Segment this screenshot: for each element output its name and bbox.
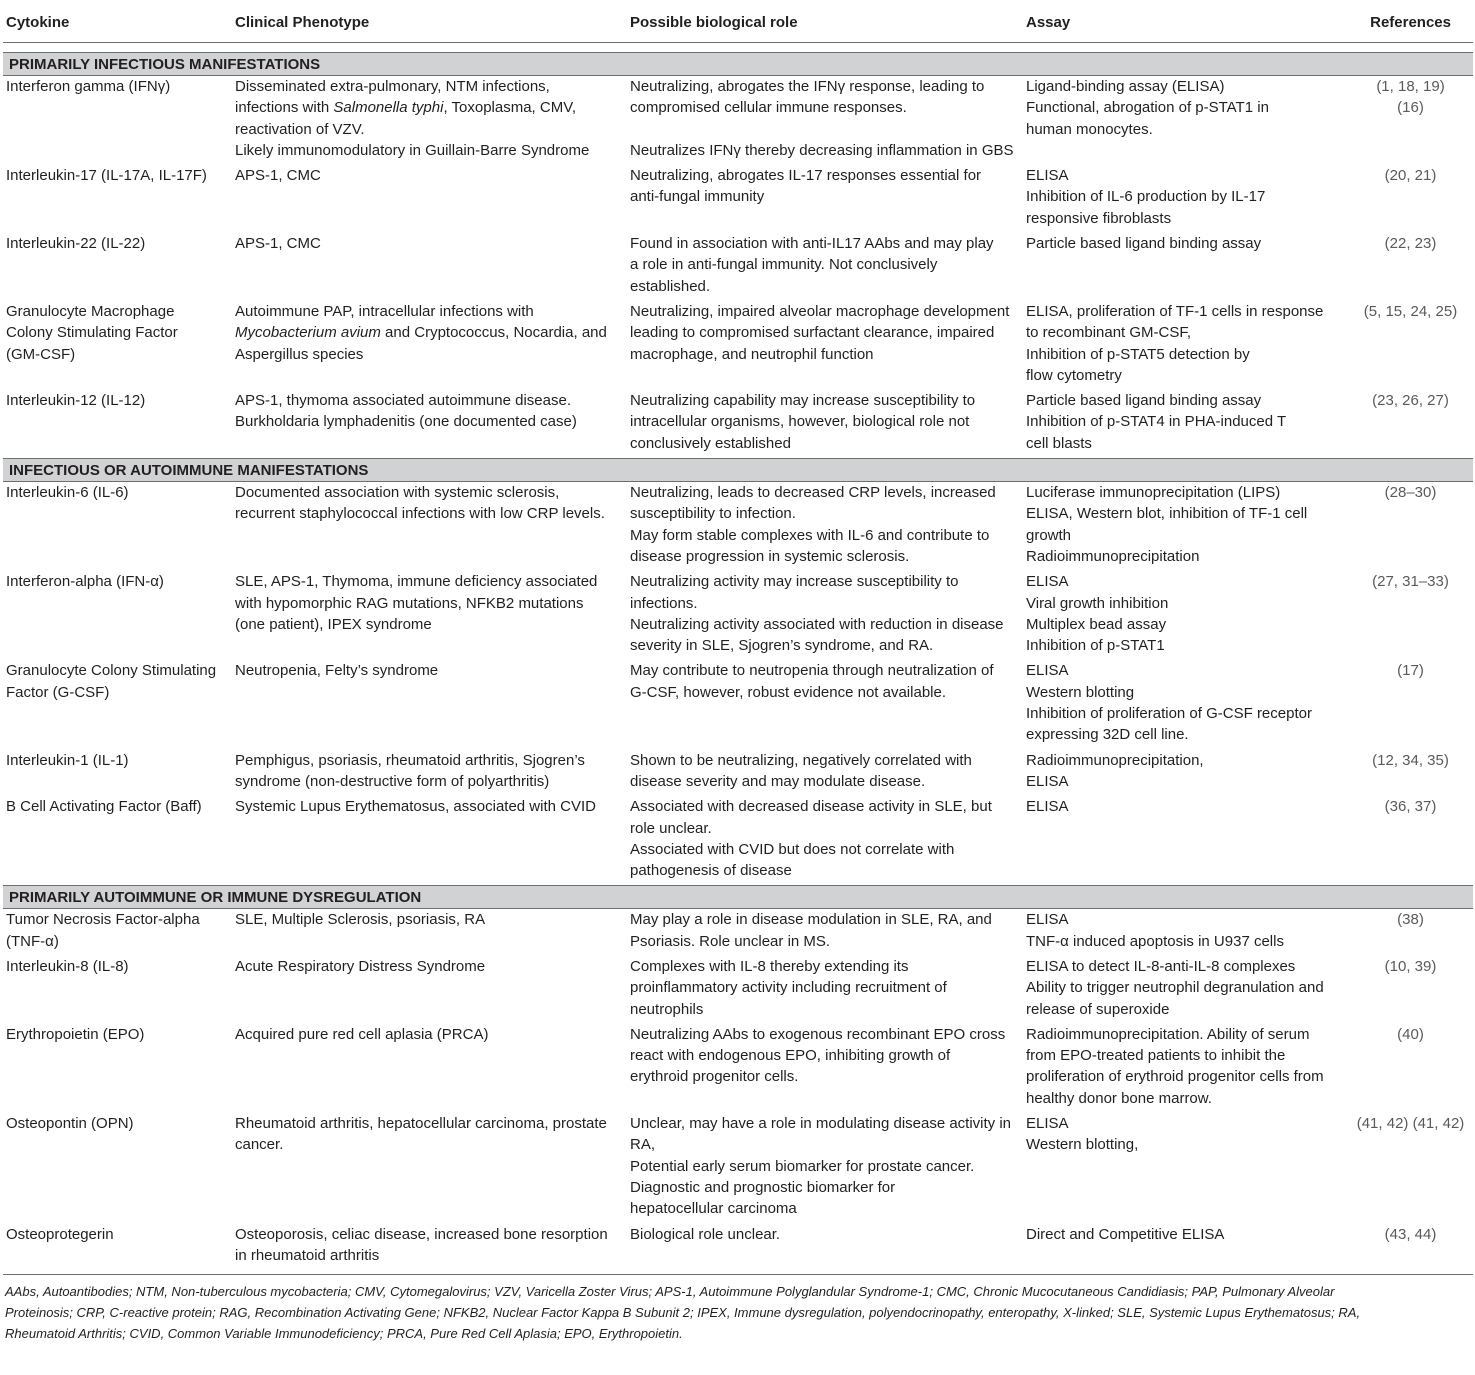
cytokine-cell bbox=[3, 1024, 232, 1113]
cytokine-cell bbox=[3, 1224, 232, 1275]
cell-line: Neutralizing, leads to decreased CRP levels, increased bbox=[630, 484, 996, 502]
section-header-row bbox=[3, 53, 1473, 76]
cell-line: expressing 32D cell line. bbox=[1026, 726, 1189, 744]
table-row bbox=[3, 956, 1473, 1024]
cell-line: Osteopontin (OPN) bbox=[6, 1115, 134, 1133]
cell-line: Neutralizing, impaired alveolar macrophage development bbox=[630, 302, 1010, 320]
cell-line: Disseminated extra-pulmonary, NTM infections, bbox=[235, 78, 550, 95]
phenotype-cell bbox=[232, 956, 627, 1024]
references-cell bbox=[1348, 909, 1473, 956]
phenotype-cell bbox=[232, 301, 627, 390]
header-cytokine: Cytokine bbox=[3, 0, 232, 43]
cell-line: conclusively established bbox=[630, 434, 791, 452]
cell-line: Luciferase immunoprecipitation (LIPS) bbox=[1026, 484, 1281, 502]
cell-line: in rheumatoid arthritis bbox=[235, 1246, 380, 1264]
cell-line: (38) bbox=[1397, 911, 1424, 929]
cell-line: Neutralizing capability may increase susceptibility to bbox=[630, 392, 976, 410]
cell-line: Interleukin-1 (IL-1) bbox=[6, 751, 129, 769]
cell-line: Likely immunomodulatory in Guillain-Barre Syndrome bbox=[235, 141, 590, 159]
cell-line: SLE, Multiple Sclerosis, psoriasis, RA bbox=[235, 911, 486, 929]
assay-cell bbox=[1023, 233, 1348, 301]
header-assay: Assay bbox=[1023, 0, 1348, 43]
cell-line: May play a role in disease modulation in SLE, RA, and bbox=[630, 911, 992, 929]
cell-line: growth bbox=[1026, 526, 1072, 544]
role-cell bbox=[627, 1224, 1023, 1275]
phenotype-cell bbox=[232, 165, 627, 233]
phenotype-cell bbox=[232, 909, 627, 956]
cell-line: Ligand-binding assay (ELISA) bbox=[1026, 78, 1225, 95]
cell-line: recurrent staphylococcal infections with low CRP levels. bbox=[235, 505, 605, 523]
footnote-line: Rheumatoid Arthritis; CVID, Common Variable Immunodeficiency; PRCA, Pure Red Cell Aplasia; EPO, Erythropoietin. bbox=[5, 1326, 683, 1342]
cell-line: susceptibility to infection. bbox=[630, 505, 796, 523]
references-cell bbox=[1348, 390, 1473, 458]
cell-line: ELISA to detect IL-8-anti-IL-8 complexes bbox=[1026, 957, 1296, 975]
section-header-row bbox=[3, 886, 1473, 909]
cell-line: erythroid progenitor cells. bbox=[630, 1068, 799, 1086]
cell-line: Neutropenia, Felty’s syndrome bbox=[235, 662, 439, 680]
references-cell bbox=[1348, 482, 1473, 572]
cell-line: (41, 42) (41, 42) bbox=[1356, 1115, 1465, 1133]
cell-line: Aspergillus species bbox=[235, 345, 364, 363]
cell-line: release of superoxide bbox=[1026, 1000, 1170, 1018]
cell-line: flow cytometry bbox=[1026, 366, 1122, 384]
phenotype-cell bbox=[232, 571, 627, 660]
cell-line: Found in association with anti-IL17 AAbs and may play bbox=[630, 235, 994, 253]
footnote-line: Proteinosis; CRP, C-reactive protein; RAG, Recombination Activating Gene; NFKB2, Nuclear Factor Kappa B Subunit 2; IPEX, Immune dysregulation, polyendocrinopathy, enteropathy, X-linked; SLE, Systemic Lupus Erythematosus; RA, bbox=[5, 1305, 1361, 1321]
phenotype-cell bbox=[232, 1224, 627, 1275]
cytokine-cell bbox=[3, 660, 232, 749]
assay-cell bbox=[1023, 956, 1348, 1024]
cell-line: Ability to trigger neutrophil degranulation and bbox=[1026, 979, 1324, 997]
role-cell bbox=[627, 909, 1023, 956]
cytokine-cell bbox=[3, 571, 232, 660]
cytokine-cell bbox=[3, 165, 232, 233]
assay-cell bbox=[1023, 571, 1348, 660]
phenotype-cell bbox=[232, 482, 627, 572]
cell-line: Inhibition of p-STAT1 bbox=[1026, 637, 1165, 655]
role-cell bbox=[627, 482, 1023, 572]
assay-cell bbox=[1023, 301, 1348, 390]
table-row bbox=[3, 1024, 1473, 1113]
cytokine-cell bbox=[3, 909, 232, 956]
header-biological-role: Possible biological role bbox=[627, 0, 1023, 43]
references-cell bbox=[1348, 76, 1473, 166]
cell-line: Viral growth inhibition bbox=[1026, 594, 1169, 612]
cell-line: APS-1, CMC bbox=[235, 167, 321, 185]
cell-line: RA, bbox=[630, 1136, 656, 1154]
cell-line: Radioimmunoprecipitation, bbox=[1026, 751, 1204, 769]
cell-line: Documented association with systemic sclerosis, bbox=[235, 484, 560, 502]
cytokine-cell bbox=[3, 956, 232, 1024]
cell-line: Interleukin-6 (IL-6) bbox=[6, 484, 129, 502]
cell-line: (10, 39) bbox=[1384, 957, 1437, 975]
cell-line: Inhibition of p-STAT5 detection by bbox=[1026, 345, 1250, 363]
cell-line: Erythropoietin (EPO) bbox=[6, 1025, 145, 1043]
cell-line: Osteoporosis, celiac disease, increased bone resorption bbox=[235, 1225, 608, 1243]
assay-cell bbox=[1023, 390, 1348, 458]
role-cell bbox=[627, 390, 1023, 458]
phenotype-cell bbox=[232, 1024, 627, 1113]
cell-line: (23, 26, 27) bbox=[1372, 392, 1449, 410]
cell-line: from EPO-treated patients to inhibit the bbox=[1026, 1047, 1286, 1065]
cell-line: May form stable complexes with IL-6 and contribute to bbox=[630, 526, 990, 544]
cell-line: SLE, APS-1, Thymoma, immune deficiency associated bbox=[235, 573, 598, 591]
cell-line: ELISA bbox=[1026, 798, 1069, 816]
cell-line: Unclear, may have a role in modulating disease activity in bbox=[630, 1115, 1012, 1133]
table-row bbox=[3, 301, 1473, 390]
cytokine-cell bbox=[3, 482, 232, 572]
cell-line: Interleukin-17 (IL-17A, IL-17F) bbox=[6, 167, 207, 185]
role-cell bbox=[627, 571, 1023, 660]
cytokine-cell bbox=[3, 1113, 232, 1223]
cytokine-cell bbox=[3, 301, 232, 390]
cell-line: (27, 31–33) bbox=[1372, 573, 1449, 591]
cell-line: neutrophils bbox=[630, 1000, 704, 1018]
phenotype-cell bbox=[232, 76, 627, 166]
role-cell bbox=[627, 660, 1023, 749]
table-row bbox=[3, 233, 1473, 301]
assay-cell bbox=[1023, 76, 1348, 166]
cell-line: (40) bbox=[1397, 1025, 1424, 1043]
section-title: PRIMARILY INFECTIOUS MANIFESTATIONS bbox=[3, 53, 1473, 76]
table-row bbox=[3, 1224, 1473, 1275]
cell-line: ELISA bbox=[1026, 662, 1069, 680]
cell-line: reactivation of VZV. bbox=[235, 120, 365, 138]
footnote-line: AAbs, Autoantibodies; NTM, Non-tuberculous mycobacteria; CMV, Cytomegalovirus; VZV, Varicella Zoster Virus; APS-1, Autoimmune Polyglandular Syndrome-1; CMC, Chronic Mucocutaneous Candidiasis; PAP, Pulmonary Alveolar bbox=[5, 1284, 1335, 1300]
table-row bbox=[3, 165, 1473, 233]
cell-line: role unclear. bbox=[630, 819, 712, 837]
cell-line: Functional, abrogation of p-STAT1 in bbox=[1026, 99, 1269, 117]
cell-line: Interleukin-12 (IL-12) bbox=[6, 392, 146, 410]
role-cell bbox=[627, 1113, 1023, 1223]
phenotype-cell bbox=[232, 796, 627, 886]
role-cell bbox=[627, 76, 1023, 166]
cell-line: proinflammatory activity including recruitment of bbox=[630, 979, 947, 997]
cell-line: (28–30) bbox=[1384, 484, 1437, 502]
cell-line: Tumor Necrosis Factor-alpha bbox=[6, 911, 200, 929]
cell-line: cell blasts bbox=[1026, 434, 1092, 452]
cell-line: leading to compromised surfactant clearance, impaired bbox=[630, 324, 995, 342]
section-title: PRIMARILY AUTOIMMUNE OR IMMUNE DYSREGULATION bbox=[3, 886, 1473, 909]
references-cell bbox=[1348, 233, 1473, 301]
cytokine-cell bbox=[3, 233, 232, 301]
phenotype-cell bbox=[232, 660, 627, 749]
cell-line: Biological role unclear. bbox=[630, 1225, 781, 1243]
cell-line: (12, 34, 35) bbox=[1372, 751, 1449, 769]
cell-line: anti-fungal immunity bbox=[630, 188, 765, 206]
cell-line: Potential early serum biomarker for prostate cancer. bbox=[630, 1157, 975, 1175]
cell-line: Factor (G-CSF) bbox=[6, 683, 110, 701]
table-header bbox=[3, 0, 1473, 43]
cell-line: Particle based ligand binding assay bbox=[1026, 392, 1262, 410]
cell-line: infections. bbox=[630, 594, 698, 612]
table-row bbox=[3, 909, 1473, 956]
role-cell bbox=[627, 1024, 1023, 1113]
references-cell bbox=[1348, 301, 1473, 390]
assay-cell bbox=[1023, 660, 1348, 749]
cell-line: Neutralizing activity associated with reduction in disease bbox=[630, 615, 1004, 633]
cell-line: intracellular organisms, however, biological role not bbox=[630, 413, 970, 431]
references-cell bbox=[1348, 1113, 1473, 1223]
assay-cell bbox=[1023, 750, 1348, 797]
assay-cell bbox=[1023, 165, 1348, 233]
cell-line: B Cell Activating Factor (Baff) bbox=[6, 798, 202, 816]
cytokine-cell bbox=[3, 390, 232, 458]
table-row bbox=[3, 1113, 1473, 1223]
cell-line: ELISA, Western blot, inhibition of TF-1 cell bbox=[1026, 505, 1308, 523]
cell-line: Neutralizing activity may increase susceptibility to bbox=[630, 573, 959, 591]
cell-line: Neutralizing AAbs to exogenous recombinant EPO cross bbox=[630, 1025, 1006, 1043]
cell-line: Systemic Lupus Erythematosus, associated with CVID bbox=[235, 798, 596, 816]
spacer-row bbox=[3, 43, 1473, 53]
phenotype-cell bbox=[232, 390, 627, 458]
cell-line: react with endogenous EPO, inhibiting growth of bbox=[630, 1047, 951, 1065]
cell-line: Acute Respiratory Distress Syndrome bbox=[235, 957, 486, 975]
cell-line: Mycobacterium avium and Cryptococcus, Nocardia, and bbox=[235, 324, 607, 342]
cell-line: (16) bbox=[1397, 99, 1424, 117]
cell-line: ELISA, proliferation of TF-1 cells in response bbox=[1026, 302, 1324, 320]
table-row bbox=[3, 482, 1473, 572]
role-cell bbox=[627, 796, 1023, 886]
cell-line: (20, 21) bbox=[1384, 167, 1437, 185]
cell-line: APS-1, thymoma associated autoimmune disease. bbox=[235, 392, 571, 410]
cell-line: Radioimmunoprecipitation. Ability of serum bbox=[1026, 1025, 1310, 1043]
cell-line: ELISA bbox=[1026, 772, 1069, 790]
cell-line: Rheumatoid arthritis, hepatocellular carcinoma, prostate bbox=[235, 1115, 607, 1133]
assay-cell bbox=[1023, 1113, 1348, 1223]
cell-line: ELISA bbox=[1026, 573, 1069, 591]
cell-line: Burkholdaria lymphadenitis (one documented case) bbox=[235, 413, 577, 431]
cell-line: ELISA bbox=[1026, 167, 1069, 185]
table-footnote bbox=[0, 1275, 1473, 1344]
table-row bbox=[3, 796, 1473, 886]
cell-line: Granulocyte Macrophage bbox=[6, 302, 175, 320]
cell-line: (22, 23) bbox=[1384, 235, 1437, 253]
cell-line: Radioimmunoprecipitation bbox=[1026, 547, 1200, 565]
cell-line: compromised cellular immune responses. bbox=[630, 99, 907, 117]
cell-line: Associated with CVID but does not correlate with bbox=[630, 840, 955, 858]
cell-line: cancer. bbox=[235, 1136, 284, 1154]
cell-line: established. bbox=[630, 277, 711, 295]
cell-line: with hypomorphic RAG mutations, NFKB2 mutations bbox=[235, 594, 584, 612]
cell-line: Inhibition of proliferation of G-CSF receptor bbox=[1026, 705, 1312, 723]
cell-line: to recombinant GM-CSF, bbox=[1026, 324, 1192, 342]
cell-line: Colony Stimulating Factor bbox=[6, 324, 178, 342]
references-cell bbox=[1348, 1224, 1473, 1275]
cell-line: a role in anti-fungal immunity. Not conclusively bbox=[630, 256, 938, 274]
cell-line: Particle based ligand binding assay bbox=[1026, 235, 1262, 253]
cell-line: disease severity and may modulate disease. bbox=[630, 772, 926, 790]
cell-line: Interferon-alpha (IFN-α) bbox=[6, 573, 164, 591]
table-row bbox=[3, 660, 1473, 749]
phenotype-cell bbox=[232, 1113, 627, 1223]
cell-line: syndrome (non-destructive form of polyarthritis) bbox=[235, 772, 550, 790]
cell-line: ELISA bbox=[1026, 1115, 1069, 1133]
cell-line: severity in SLE, Sjogren’s syndrome, and RA. bbox=[630, 637, 934, 655]
references-cell bbox=[1348, 571, 1473, 660]
cell-line: disease progression in systemic sclerosis. bbox=[630, 547, 910, 565]
cell-line: May contribute to neutropenia through neutralization of bbox=[630, 662, 994, 680]
cell-line: Inhibition of p-STAT4 in PHA-induced T bbox=[1026, 413, 1287, 431]
cell-line: (36, 37) bbox=[1384, 798, 1437, 816]
cell-line: Osteoprotegerin bbox=[6, 1225, 114, 1243]
cell-line: Interleukin-22 (IL-22) bbox=[6, 235, 146, 253]
cell-line: Inhibition of IL-6 production by IL-17 bbox=[1026, 188, 1266, 206]
cell-line: G-CSF, however, robust evidence not available. bbox=[630, 683, 947, 701]
cell-line: pathogenesis of disease bbox=[630, 862, 792, 880]
references-cell bbox=[1348, 1024, 1473, 1113]
cell-line: healthy donor bone marrow. bbox=[1026, 1089, 1212, 1107]
role-cell bbox=[627, 750, 1023, 797]
references-cell bbox=[1348, 165, 1473, 233]
assay-cell bbox=[1023, 482, 1348, 572]
cytokine-cell bbox=[3, 76, 232, 166]
cell-line: Direct and Competitive ELISA bbox=[1026, 1225, 1225, 1243]
cell-line: Interleukin-8 (IL-8) bbox=[6, 957, 129, 975]
cell-line: Diagnostic and prognostic biomarker for bbox=[630, 1178, 896, 1196]
section-title: INFECTIOUS OR AUTOIMMUNE MANIFESTATIONS bbox=[3, 459, 1473, 482]
role-cell bbox=[627, 301, 1023, 390]
cell-line: Neutralizing, abrogates IL-17 responses essential for bbox=[630, 167, 982, 185]
references-cell bbox=[1348, 660, 1473, 749]
references-cell bbox=[1348, 956, 1473, 1024]
cell-line: macrophage, and neutrophil function bbox=[630, 345, 874, 363]
cell-line: Autoimmune PAP, intracellular infections with bbox=[235, 302, 534, 320]
cell-line: (43, 44) bbox=[1384, 1225, 1437, 1243]
cell-line: Multiplex bead assay bbox=[1026, 615, 1167, 633]
cell-line: infections with Salmonella typhi, Toxoplasma, CMV, bbox=[235, 99, 577, 117]
cell-line: human monocytes. bbox=[1026, 120, 1153, 138]
role-cell bbox=[627, 165, 1023, 233]
table-row bbox=[3, 750, 1473, 797]
cell-line: APS-1, CMC bbox=[235, 235, 321, 253]
table-row bbox=[3, 571, 1473, 660]
cell-line: TNF-α induced apoptosis in U937 cells bbox=[1026, 932, 1284, 950]
cell-line: Western blotting bbox=[1026, 683, 1135, 701]
cell-line: (GM-CSF) bbox=[6, 345, 76, 363]
assay-cell bbox=[1023, 1224, 1348, 1275]
cell-line: proliferation of erythroid progenitor cells from bbox=[1026, 1068, 1324, 1086]
cell-line: (one patient), IPEX syndrome bbox=[235, 615, 432, 633]
header-references: References bbox=[1348, 0, 1473, 43]
section-header-row bbox=[3, 459, 1473, 482]
cytokine-cell bbox=[3, 750, 232, 797]
cell-line: Shown to be neutralizing, negatively correlated with bbox=[630, 751, 972, 769]
cell-line: Neutralizing, abrogates the IFNγ response, leading to bbox=[630, 78, 985, 95]
cell-line: hepatocellular carcinoma bbox=[630, 1200, 797, 1218]
cell-line: Complexes with IL-8 thereby extending its bbox=[630, 957, 909, 975]
cell-line bbox=[630, 119, 1023, 140]
cell-line: Western blotting, bbox=[1026, 1136, 1139, 1154]
references-cell bbox=[1348, 750, 1473, 797]
cell-line: (17) bbox=[1397, 662, 1424, 680]
cell-line: ELISA bbox=[1026, 911, 1069, 929]
cell-line: Psoriasis. Role unclear in MS. bbox=[630, 932, 831, 950]
cytokine-autoantibody-table bbox=[3, 0, 1473, 1275]
cell-line: Pemphigus, psoriasis, rheumatoid arthritis, Sjogren’s bbox=[235, 751, 585, 769]
cell-line: (1, 18, 19) bbox=[1376, 78, 1445, 95]
role-cell bbox=[627, 233, 1023, 301]
table-row bbox=[3, 76, 1473, 166]
cell-line: Acquired pure red cell aplasia (PRCA) bbox=[235, 1025, 489, 1043]
assay-cell bbox=[1023, 796, 1348, 886]
cell-line: responsive fibroblasts bbox=[1026, 209, 1172, 227]
references-cell bbox=[1348, 796, 1473, 886]
cell-line: Associated with decreased disease activity in SLE, but bbox=[630, 798, 992, 816]
phenotype-cell bbox=[232, 750, 627, 797]
table-body bbox=[3, 43, 1473, 1275]
cell-line: Neutralizes IFNγ thereby decreasing inflammation in GBS bbox=[630, 141, 1014, 159]
role-cell bbox=[627, 956, 1023, 1024]
cell-line: (5, 15, 24, 25) bbox=[1363, 302, 1458, 320]
cell-line: Granulocyte Colony Stimulating bbox=[6, 662, 217, 680]
assay-cell bbox=[1023, 1024, 1348, 1113]
header-clinical-phenotype: Clinical Phenotype bbox=[232, 0, 627, 43]
cytokine-cell bbox=[3, 796, 232, 886]
cell-line: Interferon gamma (IFNγ) bbox=[6, 78, 171, 95]
table-row bbox=[3, 390, 1473, 458]
phenotype-cell bbox=[232, 233, 627, 301]
cell-line: (TNF-α) bbox=[6, 932, 59, 950]
assay-cell bbox=[1023, 909, 1348, 956]
